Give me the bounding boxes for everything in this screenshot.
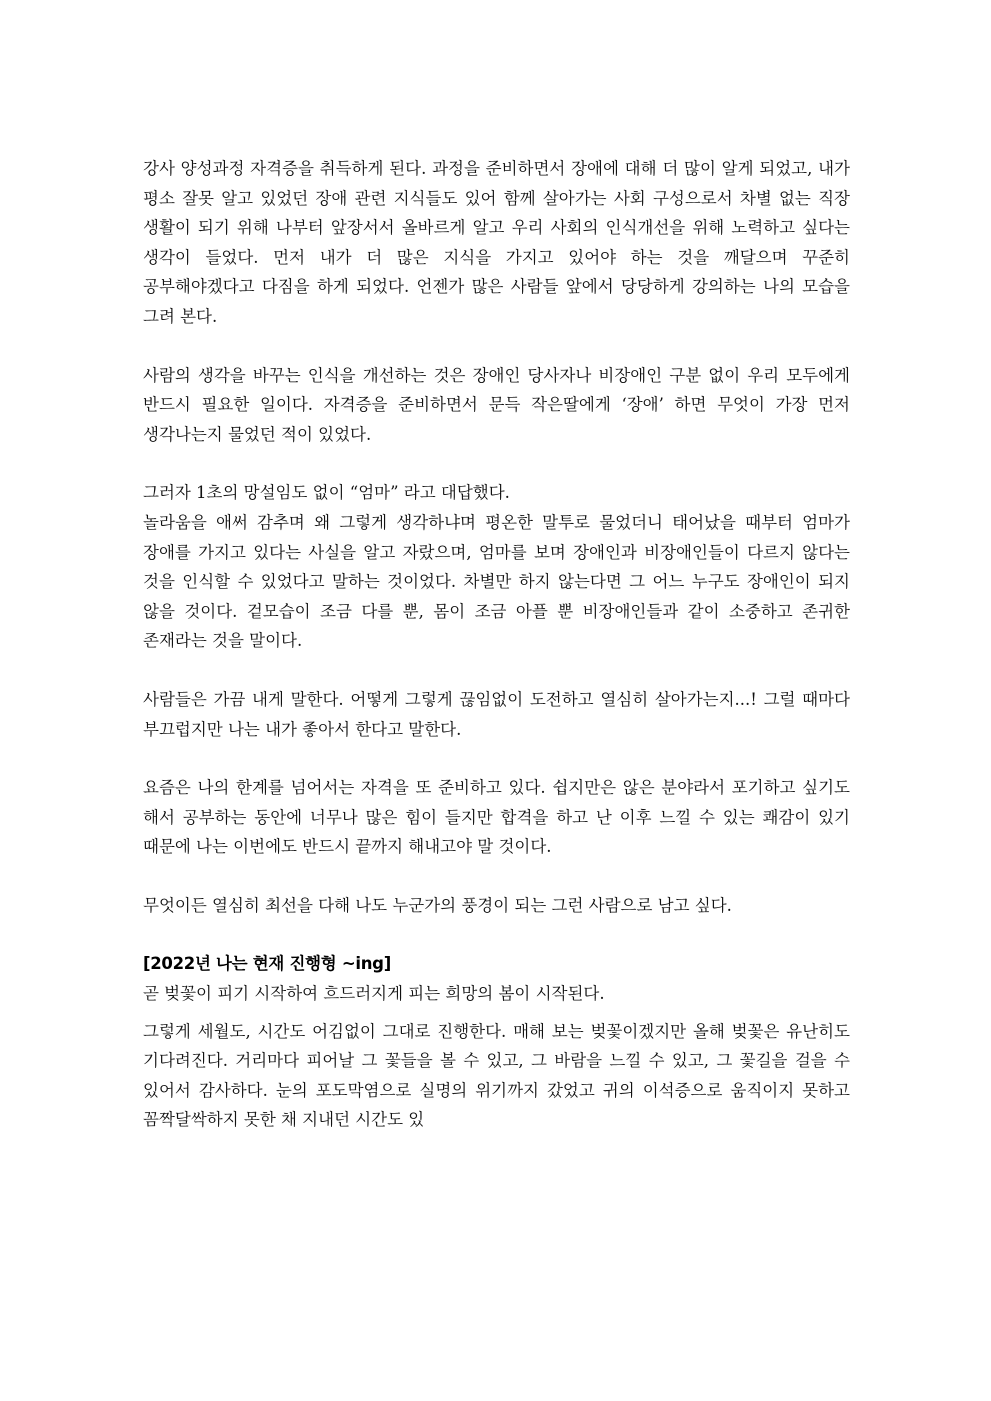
paragraph-daughter-answer: 그러자 1초의 망설임도 없이 “엄마” 라고 대답했다. [143, 483, 510, 503]
paragraph-new-challenge: 요즘은 나의 한계를 넘어서는 자격을 또 준비하고 있다. 쉽지만은 않은 분야라서 포기하고 싶기도 해서 공부하는 동안에 너무나 많은 힘이 들지만 합격을 하고 난 이후 느낄 수 있는 쾌감이 있기 때문에 나는 이번에도 반드시 끝까지 해내고야 말 것이다. [143, 778, 850, 857]
section-heading: [2022년 나는 현재 진행형 ~ing] [143, 954, 391, 974]
paragraph-spring: 곧 벚꽃이 피기 시작하여 흐드러지게 피는 희망의 봄이 시작된다. [143, 984, 605, 1004]
paragraph-wish: 무엇이든 열심히 최선을 다해 나도 누군가의 풍경이 되는 그런 사람으로 남고 싶다. [143, 895, 732, 915]
document-body [143, 154, 850, 1135]
paragraph-cherry-blossoms: 그렇게 세월도, 시간도 어김없이 그대로 진행한다. 매해 보는 벚꽃이겠지만 올해 벚꽃은 유난히도 기다려진다. 거리마다 피어날 그 꽃들을 볼 수 있고, 그 바람을 느낄 수 있고, 그 꽃길을 걸을 수 있어서 감사하다. 눈의 포도막염으로 실명의 위기까지 갔었고 귀의 이석증으로 움직이지 못하고 꼼짝달싹하지 못한 채 지내던 시간도 있 [143, 1021, 850, 1130]
paragraph-people-say: 사람들은 가끔 내게 말한다. 어떻게 그렇게 끊임없이 도전하고 열심히 살아가는지...! 그럴 때마다 부끄럽지만 나는 내가 좋아서 한다고 말한다. [143, 689, 850, 739]
paragraph-awareness: 사람의 생각을 바꾸는 인식을 개선하는 것은 장애인 당사자나 비장애인 구분 없이 우리 모두에게 반드시 필요한 일이다. 자격증을 준비하면서 문득 작은딸에게 ‘장애’ 하면 무엇이 가장 먼저 생각나는지 물었던 적이 있었다. [143, 365, 850, 444]
paragraph-daughter-explanation: 놀라움을 애써 감추며 왜 그렇게 생각하냐며 평온한 말투로 물었더니 태어났을 때부터 엄마가 장애를 가지고 있다는 사실을 알고 자랐으며, 엄마를 보며 장애인과 비장애인들이 다르지 않다는 것을 인식할 수 있었다고 말하는 것이었다. 차별만 하지 않는다면 그 어느 누구도 장애인이 되지 않을 것이다. 겉모습이 조금 다를 뿐, 몸이 조금 아플 뿐 비장애인들과 같이 소중하고 존귀한 존재라는 것을 말이다. [143, 512, 850, 651]
paragraph-certification: 강사 양성과정 자격증을 취득하게 된다. 과정을 준비하면서 장애에 대해 더 많이 알게 되었고, 내가 평소 잘못 알고 있었던 장애 관련 지식들도 있어 함께 살아가는 사회 구성으로서 차별 없는 직장 생활이 되기 위해 나부터 앞장서서 올바르게 알고 우리 사회의 인식개선을 위해 노력하고 싶다는 생각이 들었다. 먼저 내가 더 많은 지식을 가지고 있어야 하는 것을 깨달으며 꾸준히 공부해야겠다고 다짐을 하게 되었다. 언젠가 많은 사람들 앞에서 당당하게 강의하는 나의 모습을 그려 본다. [143, 159, 850, 326]
